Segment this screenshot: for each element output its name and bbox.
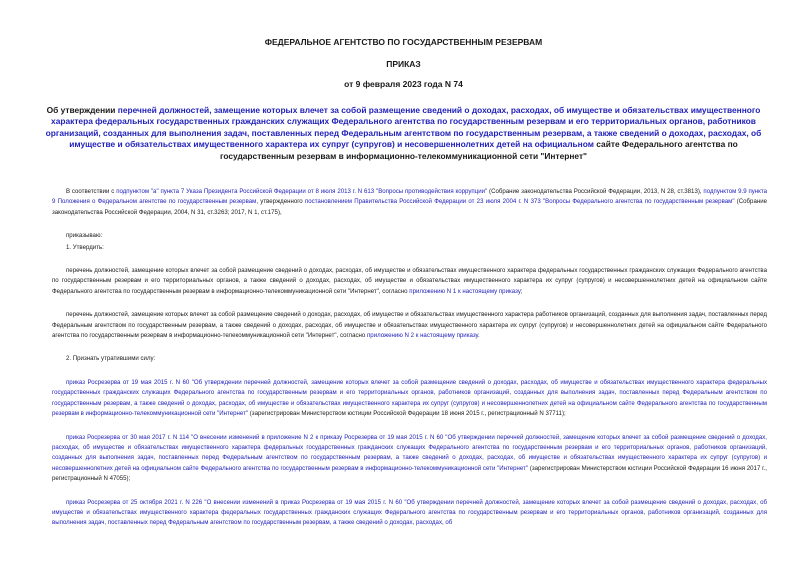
order-word: приказываю: bbox=[66, 232, 103, 240]
title-link[interactable]: перечней должностей, замещение которых влечет за собой размещение сведений о доходах, расходах, об имуществе и обязательствах имущественного характера федеральных государственных гражданских служащих Федерального агентства по государственным резервам и его территориальных органов, работников организаций, созданных для выполнения задач, поставленных перед Федеральным агентством по государственным резервам, а также сведений о доходах, расходах, об имуществе и обязательствах имущественного характера их супруг (супругов) и несовершеннолетних детей на официальном bbox=[45, 105, 762, 150]
order-60-link[interactable]: приказ Росрезерва от 19 мая 2015 г. N 60 "Об утверждении перечней должностей, замещение которых влечет за собой размещение сведений о доходах, расходах, об имуществе и обязательствах имущественного характера федеральных государственных гражданских служащих Федерального агентства по государственным резервам и его территориальных органов, работников организаций, созданных для выполнения задач, поставленных перед Федеральным агентством по государственным резервам, а также сведений о доходах, расходах, об имуществе и обязательствах имущественного характера их супруг (супругов) и несовершеннолетних детей на официальном сайте Федерального агентства по государственным резервам в информационно-телекоммуникационной сети "Интернет" bbox=[52, 378, 767, 418]
title-prefix: Об утверждении bbox=[46, 105, 118, 115]
decree-613-link[interactable]: подпунктом "а" пункта 7 Указа Президента Российской Федерации от 8 июля 2013 г. N 613 "Вопросы противодействия коррупции" bbox=[116, 188, 488, 195]
list-1-end: ; bbox=[520, 287, 523, 295]
item-1-heading: 1. Утвердить: bbox=[66, 243, 104, 251]
list-1-text: перечень должностей, замещение которых влечет за собой размещение сведений о доходах, расходах, об имуществе и обязательствах имущественного характера федеральных государственных гражданских служащих Федерального агентства по государственным резервам и его территориальных органов, а также сведений о доходах, расходах, об имуществе и обязательствах имущественного характера их супруг (супругов) и несовершеннолетних детей на официальном сайте Федерального агентства по государственным резервам в информационно-телекоммуникационной сети "Интернет", согласно bbox=[52, 267, 767, 295]
document-title bbox=[40, 105, 767, 162]
agency-name: ФЕДЕРАЛЬНОЕ АГЕНТСТВО ПО ГОСУДАРСТВЕННЫМ РЕЗЕРВАМ bbox=[264, 37, 543, 47]
order-114-link[interactable]: приказ Росрезерва от 30 мая 2017 г. N 114 "О внесении изменений в приложение N 2 к приказу Росрезерва от 19 мая 2015 г. N 60 "Об утверждении перечней должностей, замещение которых влечет за собой размещение сведений о доходах, расходах, об имуществе и обязательствах имущественного характера федеральных государственных гражданских служащих Федерального агентства по государственным резервам и его территориальных органов, работников организаций, созданных для выполнения задач, поставленных перед Федеральным агентством по государственным резервам, а также сведений о доходах, расходах, об имуществе и обязательствах имущественного характера их супруг (супругов) и несовершеннолетних детей на официальном сайте Федерального агентства по государственным резервам в информационно-телекоммуникационной сети "Интернет" bbox=[52, 433, 767, 472]
repeal-1-paragraph bbox=[52, 378, 767, 420]
repeal-2-paragraph bbox=[52, 433, 767, 485]
resolution-373-link[interactable]: постановлением Правительства Российской Федерации от 23 июля 2004 г. N 373 "Вопросы Федерального агентства по государственным резервам" bbox=[304, 198, 735, 206]
item-2-heading: 2. Признать утратившими силу: bbox=[66, 355, 156, 363]
appendix-1-link[interactable]: приложению N 1 к настоящему приказу bbox=[409, 287, 521, 295]
document-type: ПРИКАЗ bbox=[386, 59, 421, 69]
preamble-text-3: , утвержденного bbox=[256, 198, 305, 206]
title-rest: сайте Федерального агентства по государственным резервам в информационно-телекоммуникационной сети "Интернет" bbox=[219, 139, 738, 161]
preamble-text-1: В соответствии с bbox=[66, 188, 117, 195]
list-1-paragraph bbox=[52, 266, 767, 297]
list-2-end: . bbox=[478, 332, 480, 340]
preamble-text-2: (Собрание законодательства Российской Федерации, 2013, N 28, ст.3813), bbox=[487, 188, 704, 195]
list-2-paragraph bbox=[52, 310, 767, 341]
order-226-link[interactable]: приказ Росрезерва от 25 октября 2021 г. N 226 "О внесении изменений в приказ Росрезерва от 19 мая 2015 г. N 60 "Об утверждении перечней должностей, замещение которых влечет за собой размещение сведений о доходах, расходах, об имуществе и обязательствах имущественного характера федеральных государственных гражданских служащих Федерального агентства по государственным резервам и его территориальных органов, работников организаций, созданных для выполнения задач, поставленных перед Федеральным агентством по государственным резервам, а также сведений о доходах, расходах, об bbox=[52, 498, 767, 527]
repeal-1-text: (зарегистрирован Министерством юстиции Российской Федерации 18 июня 2015 г., регистрационный N 37711); bbox=[248, 410, 566, 418]
document-date-number: от 9 февраля 2023 года N 74 bbox=[344, 79, 463, 89]
repeal-3-paragraph bbox=[52, 498, 767, 529]
preamble-paragraph bbox=[52, 187, 767, 218]
regulation-link[interactable]: подпунктом 9.9 пункта 9 Положения о Федеральном агентстве по государственным резервам bbox=[52, 188, 768, 206]
document-body bbox=[52, 187, 767, 529]
list-2-text: перечень должностей, замещение которых влечет за собой размещение сведений о доходах, расходах, об имуществе и обязательствах имущественного характера работников организаций, созданных для выполнения задач, поставленных перед Федеральным агентством по государственным резервам, а также сведений о доходах, расходах, об имуществе и обязательствах имущественного характера их супруг (супругов) и несовершеннолетних детей на официальном сайте Федерального агентства по государственным резервам в информационно-телекоммуникационной сети "Интернет", согласно bbox=[52, 311, 767, 340]
repeal-2-text: (зарегистрирован Министерством юстиции Российской Федерации 16 июня 2017 г., регистрационный N 47055); bbox=[52, 464, 767, 483]
preamble-text-4: (Собрание законодательства Российской Федерации, 2004, N 31, ст.3263; 2017, N 1, ст.175), bbox=[52, 198, 767, 216]
appendix-2-link[interactable]: приложению N 2 к настоящему приказу bbox=[367, 332, 478, 340]
